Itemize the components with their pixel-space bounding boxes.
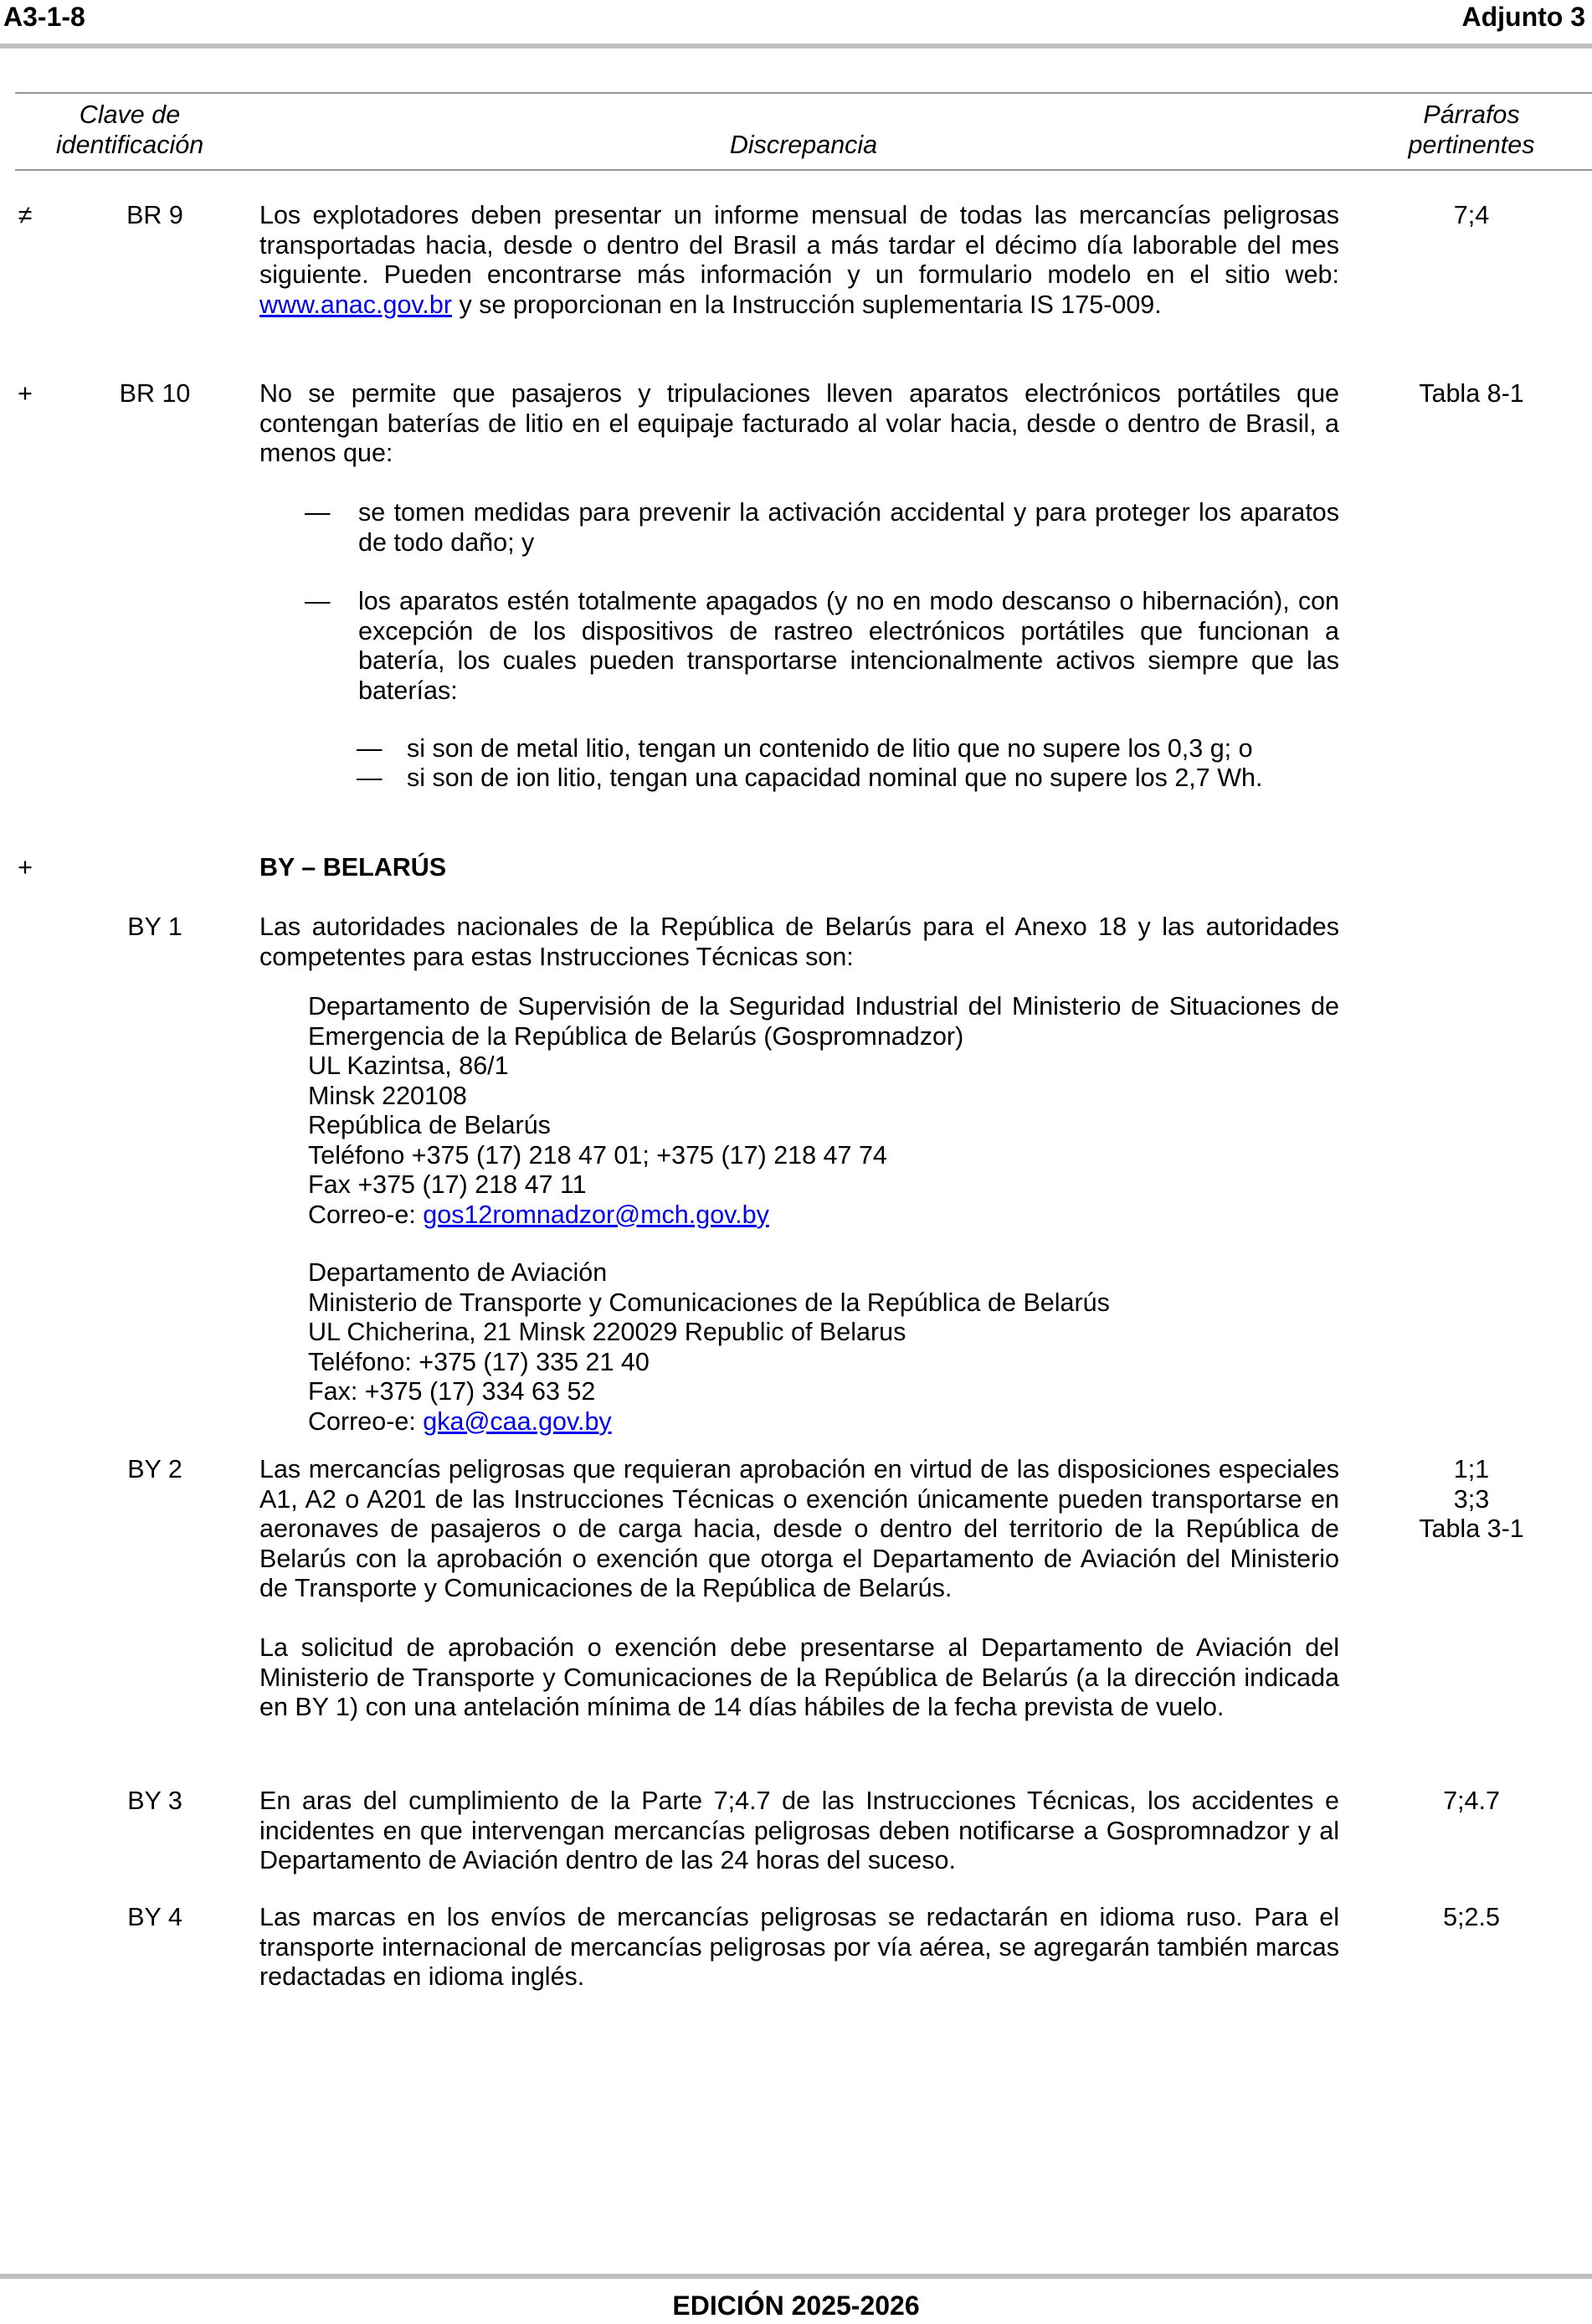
table-header-rule [15,169,1592,171]
change-mark: + [18,379,33,408]
address-street: UL Kazintsa, 86/1 [308,1051,509,1080]
entry-text-by4: Las marcas en los envíos de mercancías peligrosas se redactarán en idioma ruso. Para el transporte internacional de mercancías peligrosas por vía aérea, se agregarán también marcas redactadas en idioma inglés. [259,1903,1339,1991]
edition-footer: EDICIÓN 2025-2026 [672,2291,920,2321]
address-fax: Fax +375 (17) 218 47 11 [308,1170,587,1199]
entry-paragraph-by4: 5;2.5 [1443,1903,1500,1931]
entry-paragraph-by3: 7;4.7 [1443,1787,1500,1815]
entry-text-by1: Las autoridades nacionales de la República de Belarús para el Anexo 18 y las autoridades competentes para estas Instrucciones Técnicas son: [259,913,1339,971]
entry-code-br9: BR 9 [126,201,183,229]
paragraph-ref: 1;1 [1453,1455,1490,1483]
section-title-belarus: BY – BELARÚS [259,853,447,882]
entry-text-by2: Las mercancías peligrosas que requieran aprobación en virtud de las disposiciones especiales A1, A2 o A201 de las Instrucciones Técnicas o exención únicamente pueden transportarse en aeronaves de pasajeros o de carga hacia, desde o dentro del territorio de la República de Belarús con la aprobación o exención que otorga el Departamento de Aviación del Ministerio de Transporte y Comunicaciones de la República de Belarús. [259,1455,1339,1602]
entry-paragraph-br9: 7;4 [1453,201,1490,229]
column-header-par-line2: pertinentes [1408,130,1535,159]
column-header-id-line1: Clave de [79,100,181,129]
entry-text-br9 [259,201,1339,320]
column-header-paragraphs [1381,100,1562,160]
entry-paragraph-br10: Tabla 8-1 [1419,379,1524,408]
email-link-gospromnadzor[interactable]: gos12romnadzor@mch.gov.by [423,1200,769,1229]
anac-link[interactable]: www.anac.gov.br [259,290,452,319]
email-label: Correo-e: [308,1200,424,1229]
change-mark: + [18,853,33,882]
paragraph-ref: Tabla 3-1 [1419,1514,1524,1543]
dash-bullet: — [357,764,383,792]
column-header-id-line2: identificación [55,130,204,159]
column-header-par-line1: Párrafos [1423,100,1520,129]
address-name: Departamento de Supervisión de la Seguridad Industrial del Ministerio de Situaciones de Emergencia de la República de Belarús (Gospromnadzor) [308,992,1339,1051]
attachment-label: Adjunto 3 [1461,2,1585,32]
address-phone: Teléfono: +375 (17) 335 21 40 [308,1347,650,1376]
address-name: Departamento de Aviación [308,1258,608,1287]
address-street: UL Chicherina, 21 Minsk 220029 Republic of Belarus [308,1318,906,1346]
entry-code-by4: BY 4 [127,1903,182,1931]
br9-text-end: y se proporcionan en la Instrucción suplementaria IS 175-009. [452,290,1162,319]
dash-bullet: — [305,498,331,527]
entry-paragraph-by2 [1381,1455,1562,1545]
email-label: Correo-e: [308,1406,424,1436]
address-city: Minsk 220108 [308,1081,467,1110]
dash-bullet: — [357,734,383,763]
address-fax: Fax: +375 (17) 334 63 52 [308,1377,596,1406]
change-mark: ≠ [18,201,33,229]
br9-text: Los explotadores deben presentar un informe mensual de todas las mercancías peligrosas transportadas hacia, desde o dentro del Brasil a más tardar el décimo día laborable del mes siguiente. Pueden encontrarse más información y un formulario modelo en el sitio web: [259,201,1339,289]
entry-text-by3: En aras del cumplimiento de la Parte 7;4.7 de las Instrucciones Técnicas, los accidentes e incidentes en que intervengan mercancías peligrosas deben notificarse a Gospromnadzor y al Departamento de Aviación dentro de las 24 horas del suceso. [259,1787,1339,1874]
address-ministry: Ministerio de Transporte y Comunicaciones de la República de Belarús [308,1288,1110,1317]
header-rule [0,44,1592,49]
column-header-discrepancy: Discrepancia [729,131,878,159]
column-header-id [33,100,226,160]
page-number: A3-1-8 [3,2,85,32]
entry-text-br10: No se permite que pasajeros y tripulaciones lleven aparatos electrónicos portátiles que contengan baterías de litio en el equipaje facturado al volar hacia, desde o dentro de Brasil, a menos que: [259,379,1339,467]
br10-bullet-2: los aparatos estén totalmente apagados (y no en modo descanso o hibernación), con excepción de los dispositivos de rastreo electrónicos portátiles que funcionan a batería, los cuales pueden transportarse intencionalmente activos siempre que las baterías: [358,587,1339,705]
footer-rule [0,2274,1592,2279]
entry-code-by1: BY 1 [127,913,182,941]
address-phone: Teléfono +375 (17) 218 47 01; +375 (17) 218 47 74 [308,1140,887,1170]
entry-text-by2-second: La solicitud de aprobación o exención debe presentarse al Departamento de Aviación del Ministerio de Transporte y Comunicaciones de la República de Belarús (a la dirección indicada en BY 1) con una antelación mínima de 14 días hábiles de la fecha prevista de vuelo. [259,1633,1339,1721]
br10-sub-bullet-1: si son de metal litio, tengan un contenido de litio que no supere los 0,3 g; o [407,734,1253,763]
br10-sub-bullet-2: si son de ion litio, tengan una capacidad nominal que no supere los 2,7 Wh. [407,764,1263,792]
entry-code-br10: BR 10 [119,379,191,408]
br10-bullet-1: se tomen medidas para prevenir la activación accidental y para proteger los aparatos de todo daño; y [358,498,1339,557]
dash-bullet: — [305,587,331,615]
email-link-caa[interactable]: gka@caa.gov.by [423,1406,612,1436]
entry-code-by3: BY 3 [127,1787,182,1815]
address-country: República de Belarús [308,1111,551,1139]
table-top-rule [15,92,1592,94]
paragraph-ref: 3;3 [1453,1484,1490,1514]
address-gospromnadzor [308,992,1339,1230]
address-aviation-department [308,1258,1339,1437]
entry-code-by2: BY 2 [127,1455,182,1483]
